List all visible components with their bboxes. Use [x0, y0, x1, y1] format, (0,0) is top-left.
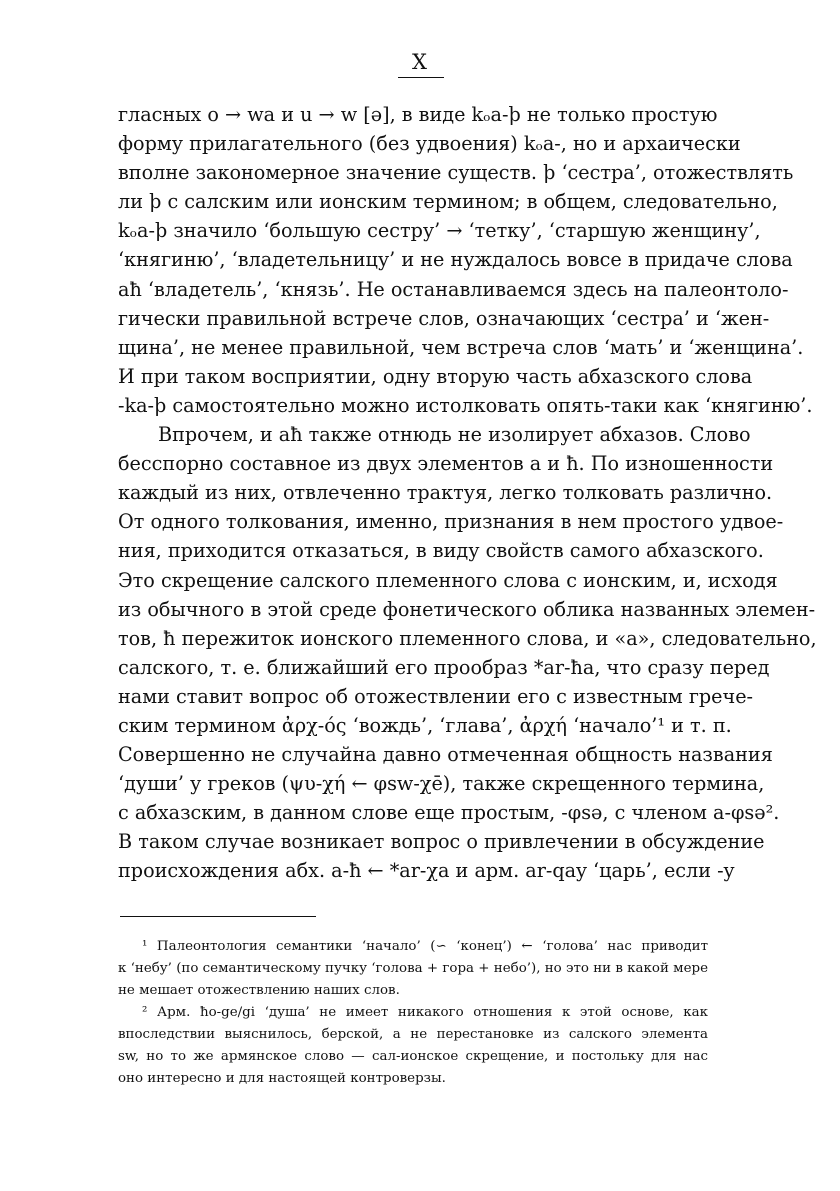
footnote-line: к ‘небу’ (по семантическому пучку ‘голова + гора + небо’), но это ни в какой мере: [118, 961, 708, 976]
text-line: ским термином ἀρχ-ός ‘вождь’, ‘глава’, ἀρχή ‘начало’¹ и т. п.: [118, 713, 732, 737]
footnote-line: оно интересно и для настоящей контроверзы.: [118, 1071, 446, 1086]
text-line: форму прилагательного (без удвоения) kₒa-, но и архаически: [118, 132, 741, 156]
text-line: ния, приходится отказаться, в виду свойств самого абхазского.: [118, 539, 764, 563]
text-line: kₒa-ϸ значило ‘большую сестру’ → ‘тетку’, ‘старшую женщину’,: [118, 219, 761, 243]
page-number: X: [412, 50, 428, 74]
text-line: происхождения абх. a-ħ ← *ar-χa и арм. ar-qay ‘царь’, если -y: [118, 859, 735, 883]
footnote-line: ¹ Палеонтология семантики ‘начало’ (∽ ‘конец’) ← ‘голова’ нас приводит: [142, 939, 708, 954]
text-line: нами ставит вопрос об отожествлении его с известным грече-: [118, 684, 754, 708]
text-line: каждый из них, отвлеченно трактуя, легко толковать различно.: [118, 481, 773, 505]
text-line: И при таком восприятии, одну вторую часть абхазского слова: [118, 364, 753, 388]
footnote-line: не мешает отожествлению наших слов.: [118, 983, 400, 998]
footnotes: [118, 936, 708, 1090]
text-line: ли ϸ с салским или ионским термином; в общем, следовательно,: [118, 190, 778, 214]
text-line: aħ ‘владетель’, ‘князь’. Не останавливаемся здесь на палеонтоло-: [118, 277, 789, 301]
text-line: гласных o → wa и u → w [ə], в виде kₒa-ϸ не только простую: [118, 103, 718, 126]
footnote-line: впоследствии выяснилось, берской, а не перестановке из салского элемента: [118, 1027, 708, 1042]
text-line: гически правильной встрече слов, означающих ‘сестра’ и ‘жен-: [118, 306, 770, 330]
text-line: ‘души’ у греков (ψυ-χή ← φsw-χē), также скрещенного термина,: [118, 772, 765, 796]
text-line: с абхазским, в данном слове еще простым, -φsə, с членом a-φsə².: [118, 801, 780, 825]
text-line: -ka-ϸ самостоятельно можно истолковать опять-таки как ‘княгиню’.: [118, 393, 813, 417]
text-line: вполне закономерное значение существ. ϸ ‘сестра’, отожествлять: [118, 161, 794, 185]
text-line: От одного толкования, именно, признания в нем простого удвое-: [118, 510, 784, 534]
text-line: ‘княгиню’, ‘владетельницу’ и не нуждалось вовсе в придаче слова: [118, 248, 793, 272]
text-line: Впрочем, и aħ также отнюдь не изолирует абхазов. Слово: [158, 423, 751, 447]
text-line: Это скрещение салского племенного слова с ионским, и, исходя: [118, 568, 778, 592]
footnote-line: ² Арм. ħo-ge/gi ‘душа’ не имеет никакого отношения к этой основе, как: [142, 1005, 708, 1020]
body-text: [118, 100, 817, 886]
footnote-line: sw, но то же армянское слово — сал-ионское скрещение, и постольку для нас: [118, 1049, 708, 1064]
text-line: бесспорно составное из двух элементов a и ħ. По изношенности: [118, 452, 774, 476]
text-line: В таком случае возникает вопрос о привлечении в обсуждение: [118, 830, 765, 854]
text-line: салского, т. е. ближайший его прообраз *ar-ħa, что сразу перед: [118, 655, 770, 679]
text-line: щина’, не менее правильной, чем встреча слов ‘мать’ и ‘женщина’.: [118, 335, 804, 359]
text-line: тов, ħ пережиток ионского племенного слова, и «a», следовательно,: [118, 626, 817, 650]
text-line: из обычного в этой среде фонетического облика названных элемен-: [118, 597, 816, 621]
text-line: Совершенно не случайна давно отмеченная общность названия: [118, 743, 773, 767]
page-number-rule: [398, 77, 444, 78]
footnote-separator: [120, 916, 316, 917]
